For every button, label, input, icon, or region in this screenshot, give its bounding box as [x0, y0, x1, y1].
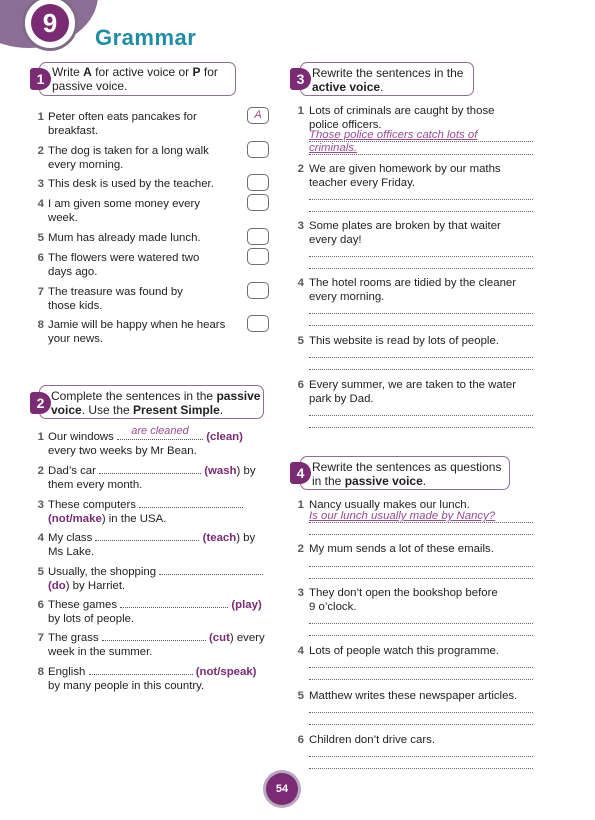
ex3-write-line[interactable] — [309, 211, 533, 212]
ex3-write-line[interactable] — [309, 427, 533, 428]
ex3-write-line[interactable] — [309, 268, 533, 269]
ex4-write-line[interactable] — [309, 756, 533, 757]
ex1-answer-box-7[interactable] — [247, 282, 269, 299]
ex1-answer-box-3[interactable] — [247, 174, 269, 191]
ex1-instruction: Write A for active voice or P for passive voice. — [52, 65, 218, 93]
ex4-write-line[interactable] — [309, 679, 533, 680]
ex1-answer-box-8[interactable] — [247, 315, 269, 332]
ex3-write-line[interactable] — [309, 199, 533, 200]
ex3-write-line[interactable] — [309, 369, 533, 370]
ex3-write-line[interactable] — [309, 256, 533, 257]
ex4-write-line[interactable] — [309, 578, 533, 579]
ex2-answer-field-5[interactable] — [159, 566, 263, 575]
unit-number: 9 — [31, 4, 69, 42]
ex4-number: 4 — [290, 462, 311, 484]
ex1-number: 1 — [30, 68, 51, 90]
ex2-answer-field-6[interactable] — [120, 599, 228, 608]
ex4-instruction: Rewrite the sentences as questions in the passive voice. — [312, 460, 502, 488]
ex3-answer-1-line-1[interactable]: Those police officers catch lots of — [309, 129, 478, 141]
ex3-number: 3 — [290, 68, 311, 90]
ex3-write-line[interactable] — [309, 313, 533, 314]
unit-badge — [25, 0, 75, 48]
ex3-write-line[interactable] — [309, 415, 533, 416]
ex4-write-line[interactable] — [309, 635, 533, 636]
ex4-write-line[interactable] — [309, 768, 533, 769]
ex1-answer-box-6[interactable] — [247, 248, 269, 265]
ex4-write-line — [309, 522, 533, 523]
page-title: Grammar — [95, 25, 197, 50]
ex3-write-line[interactable] — [309, 357, 533, 358]
ex2-answer-field-8[interactable] — [89, 666, 193, 675]
ex2-answer-field-2[interactable] — [99, 465, 201, 474]
ex1-answer-box-2[interactable] — [247, 141, 269, 158]
ex2-answer-field-4[interactable] — [95, 532, 199, 541]
ex2-answer-field-7[interactable] — [102, 632, 206, 641]
ex3-write-line[interactable] — [309, 325, 533, 326]
ex4-write-line[interactable] — [309, 724, 533, 725]
page-number: 54 — [266, 773, 298, 805]
ex2-answer-field-1[interactable]: are cleaned — [117, 431, 203, 440]
ex1-answer-box-1[interactable]: A — [247, 107, 269, 124]
ex3-instruction: Rewrite the sentences in the active voice. — [312, 66, 464, 94]
ex4-write-line[interactable] — [309, 566, 533, 567]
ex4-write-line[interactable] — [309, 534, 533, 535]
ex2-number: 2 — [30, 392, 51, 414]
ex1-answer-box-5[interactable] — [247, 228, 269, 245]
ex3-answer-1-line-2[interactable]: criminals. — [309, 142, 358, 154]
ex1-answer-box-4[interactable] — [247, 194, 269, 211]
ex3-write-line — [309, 154, 533, 155]
ex4-write-line[interactable] — [309, 667, 533, 668]
ex2-instruction: Complete the sentences in the passive voice. Use the Present Simple. — [51, 389, 261, 417]
ex4-write-line[interactable] — [309, 623, 533, 624]
ex4-answer-1[interactable]: Is our lunch usually made by Nancy? — [309, 510, 496, 522]
ex2-answer-field-3[interactable] — [139, 499, 243, 508]
ex4-write-line[interactable] — [309, 712, 533, 713]
